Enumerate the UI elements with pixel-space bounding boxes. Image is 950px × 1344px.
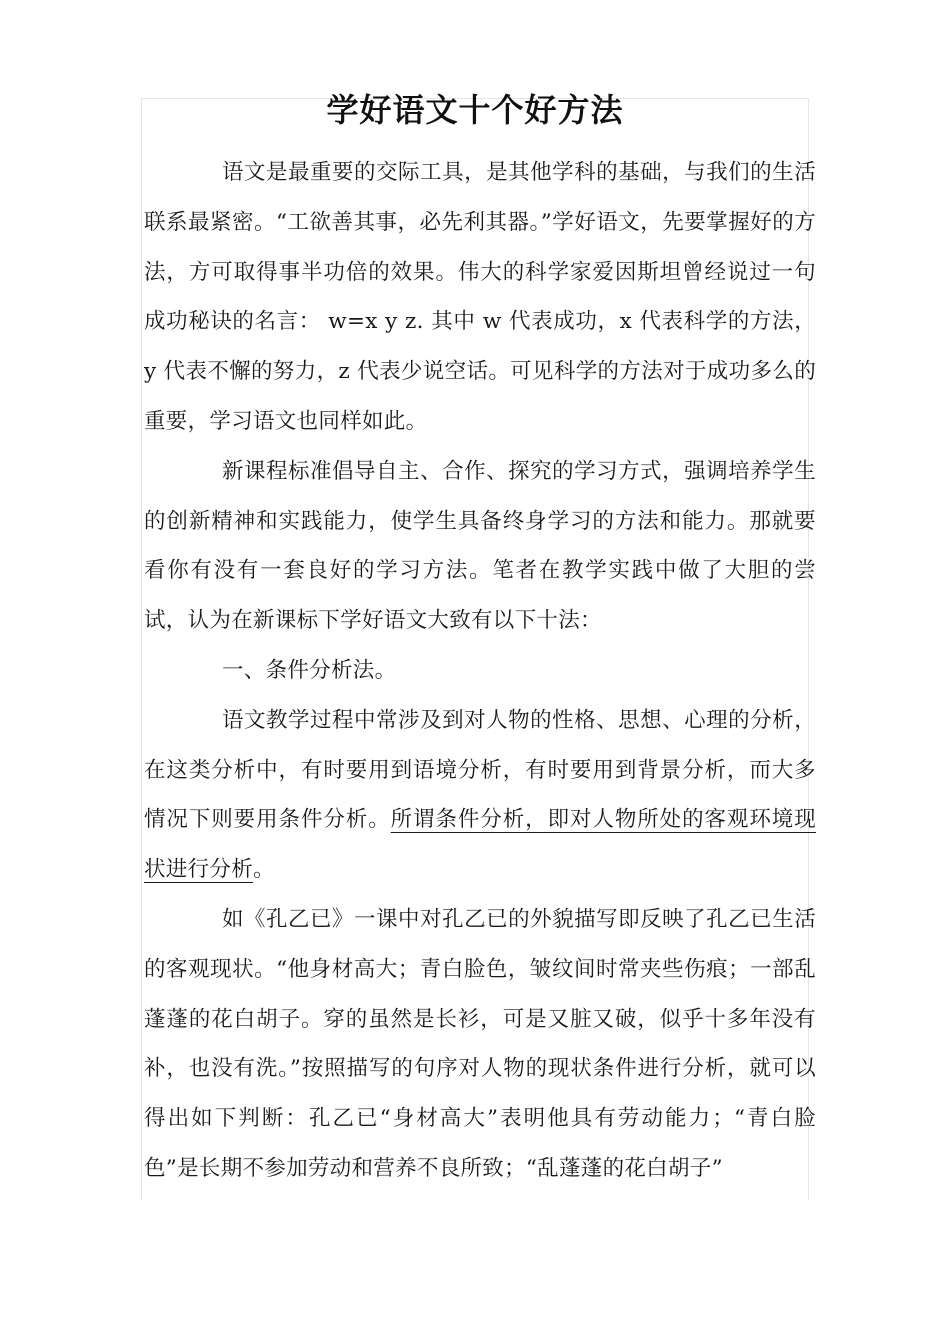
page-frame-left bbox=[141, 98, 142, 1200]
document-body bbox=[144, 148, 816, 1194]
paragraph-text-end: 。 bbox=[253, 857, 275, 883]
underlined-definition: 所谓条件分析，即对人物所处的客观环境现状进行分析 bbox=[144, 807, 816, 883]
paragraph-curriculum: 新课程标准倡导自主、合作、探究的学习方式，强调培养学生的创新精神和实践能力，使学生具备终身学习的方法和能力。那就要看你有没有一套良好的学习方法。笔者在教学实践中做了大胆的尝试，认为在新课标下学好语文大致有以下十法： bbox=[144, 458, 816, 634]
paragraph-intro: 语文是最重要的交际工具，是其他学科的基础，与我们的生活联系最紧密。“工欲善其事，必先利其器。”学好语文，先要掌握好的方法，方可取得事半功倍的效果。伟大的科学家爱因斯坦曾经说过一句成功秘诀的名言： w=x y z. 其中 w 代表成功，x 代表科学的方法，y 代表不懈的努力，z 代表少说空话。可见科学的方法对于成功多么的重要，学习语文也同样如此。 bbox=[144, 160, 816, 434]
paragraph-kong-yiji-example: 如《孔乙已》一课中对孔乙已的外貌描写即反映了孔乙已生活的客观现状。“他身材高大；青白脸色，皱纹间时常夹些伤痕；一部乱蓬蓬的花白胡子。穿的虽然是长衫，可是又脏又破，似乎十多年没有补，也没有洗。”按照描写的句序对人物的现状条件进行分析，就可以得出如下判断：孔乙已“身材高大”表明他具有劳动能力；“青白脸色”是长期不参加劳动和营养不良所致；“乱蓬蓬的花白胡子” bbox=[144, 906, 816, 1181]
section-heading-condition-analysis: 一、条件分析法。 bbox=[222, 657, 397, 683]
document-title: 学好语文十个好方法 bbox=[326, 91, 624, 129]
paragraph-text: 语文教学过程中常涉及到对人物的性格、思想、心理的分析，在这类分析中，有时要用到语境分析，有时要用到背景分析，而大多情况下则要用条件分析。 bbox=[144, 707, 816, 833]
paragraph-condition-analysis bbox=[144, 696, 816, 895]
